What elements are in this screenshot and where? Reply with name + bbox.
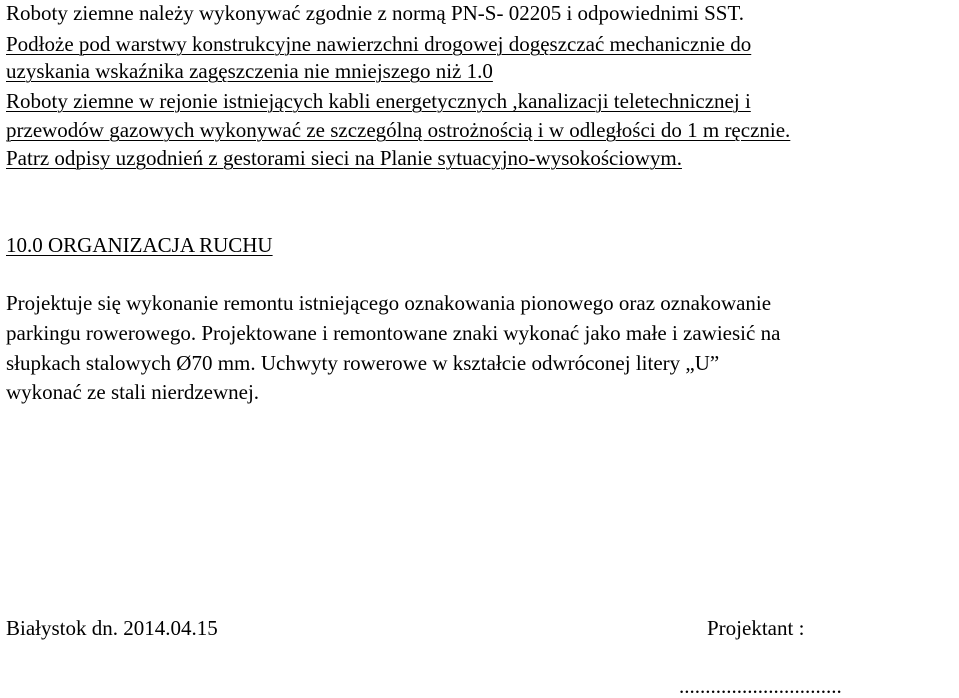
signature-line: ............................... xyxy=(679,674,842,698)
section-heading: 10.0 ORGANIZACJA RUCHU xyxy=(6,233,273,257)
paragraph-line: wykonać ze stali nierdzewnej. xyxy=(6,380,260,404)
paragraph-line: parkingu rowerowego. Projektowane i remontowane znaki wykonać jako małe i zawiesić na xyxy=(6,321,781,345)
paragraph-line: Podłoże pod warstwy konstrukcyjne nawierzchni drogowej dogęszczać mechanicznie do xyxy=(6,32,752,56)
paragraph-line: Roboty ziemne należy wykonywać zgodnie z normą PN-S- 02205 i odpowiednimi SST. xyxy=(6,1,744,25)
paragraph-line: Patrz odpisy uzgodnień z gestorami sieci na Planie sytuacyjno-wysokościowym. xyxy=(6,146,682,170)
paragraph-line: słupkach stalowych Ø70 mm. Uchwyty rowerowe w kształcie odwróconej litery „U” xyxy=(6,351,720,375)
paragraph-line: uzyskania wskaźnika zagęszczenia nie mniejszego niż 1.0 xyxy=(6,59,493,83)
paragraph-line: Projektuje się wykonanie remontu istniejącego oznakowania pionowego oraz oznakowanie xyxy=(6,291,772,315)
paragraph-line: przewodów gazowych wykonywać ze szczególną ostrożnością i w odległości do 1 m ręcznie. xyxy=(6,118,791,142)
place-date: Białystok dn. 2014.04.15 xyxy=(6,616,218,640)
paragraph-line: Roboty ziemne w rejonie istniejących kabli energetycznych ,kanalizacji teletechnicznej i xyxy=(6,89,751,113)
designer-label: Projektant : xyxy=(707,616,805,640)
